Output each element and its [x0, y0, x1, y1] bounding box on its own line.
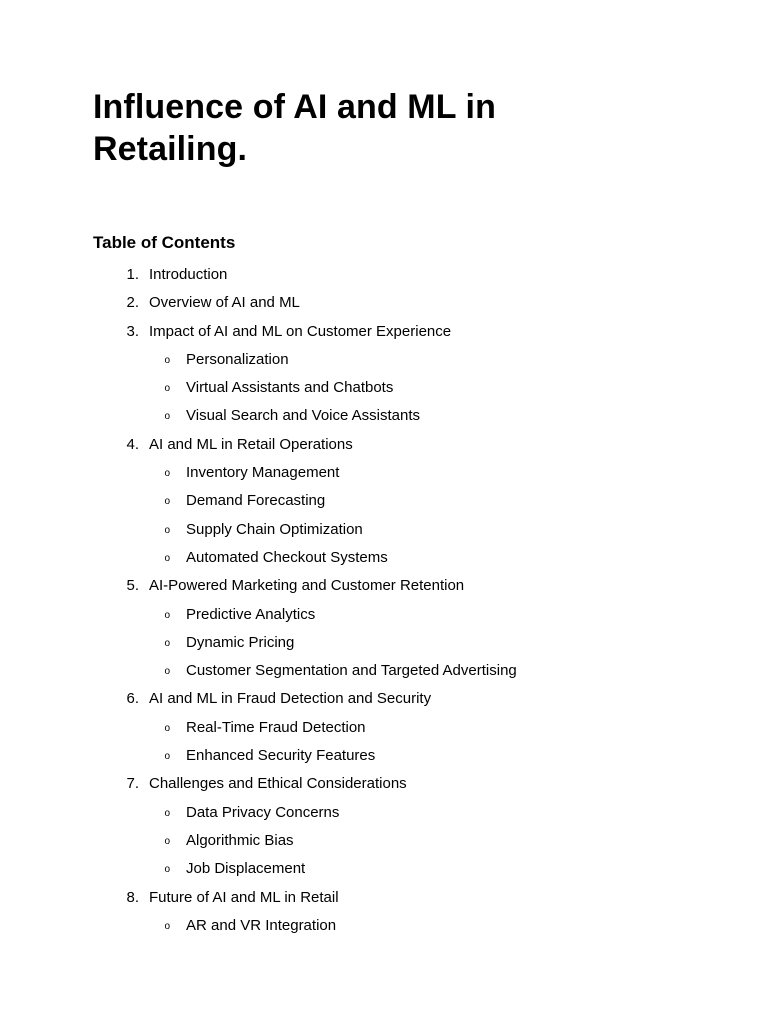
toc-item [93, 431, 693, 459]
toc-item-number [93, 685, 139, 713]
toc-item-number [93, 431, 139, 459]
toc-item-number [93, 572, 139, 600]
toc-subitem-label: Personalization [186, 350, 289, 368]
toc-subitem-label: AR and VR Integration [186, 916, 337, 934]
circle-bullet-icon: o [164, 751, 170, 763]
toc-subitem-label: Data Privacy Concerns [186, 803, 340, 821]
toc-item-number-text: 5. [126, 577, 139, 595]
toc-subitem-label: Inventory Management [186, 464, 340, 482]
toc-subitem [93, 402, 693, 430]
circle-bullet-icon: o [164, 609, 170, 621]
toc-subitem [93, 855, 693, 883]
toc-subitem [93, 516, 693, 544]
toc-subitem [93, 714, 693, 742]
circle-bullet-icon: o [164, 496, 170, 508]
toc-item-number-text: 8. [126, 888, 139, 906]
toc-subitem-label: Enhanced Security Features [186, 747, 376, 765]
toc-heading: Table of Contents [93, 233, 236, 252]
circle-bullet-icon: o [164, 383, 170, 395]
circle-bullet-icon: o [164, 354, 170, 366]
toc-item [93, 685, 693, 713]
toc-subitem [93, 601, 693, 629]
toc-item-label: AI and ML in Retail Operations [149, 435, 353, 453]
toc-subitem-label: Automated Checkout Systems [186, 548, 388, 566]
document-title [93, 86, 693, 170]
toc-item-number-text: 4. [126, 435, 139, 453]
toc-item-number-text: 3. [126, 322, 139, 340]
toc-subitem [93, 487, 693, 515]
toc-item-label: Future of AI and ML in Retail [149, 888, 339, 906]
toc-item [93, 770, 693, 798]
toc-subitem-label: Virtual Assistants and Chatbots [186, 379, 394, 397]
toc-subitem [93, 799, 693, 827]
toc-subitem-label: Customer Segmentation and Targeted Advertising [186, 662, 517, 680]
toc-item-number-text: 2. [126, 294, 139, 312]
document-title-line-2: Retailing. [93, 130, 248, 168]
toc-subitem-label: Dynamic Pricing [186, 633, 295, 651]
document-title-line-1: Influence of AI and ML in [93, 88, 496, 126]
toc-item-label: Introduction [149, 266, 228, 283]
toc-item [93, 318, 693, 346]
toc-item-number [93, 318, 139, 346]
toc-subitem-label: Visual Search and Voice Assistants [186, 407, 421, 425]
toc-item-label: Impact of AI and ML on Customer Experience [149, 322, 452, 340]
toc-item [93, 289, 693, 317]
toc-subitem [93, 374, 693, 402]
toc-subitem [93, 346, 693, 374]
toc-subitem [93, 629, 693, 657]
toc-item-number-text: 6. [126, 690, 139, 708]
toc-item-number-text: 1. [126, 266, 139, 283]
table-of-contents [93, 261, 693, 940]
circle-bullet-icon: o [164, 920, 170, 932]
toc-subitem-label: Algorithmic Bias [186, 831, 294, 849]
circle-bullet-icon: o [164, 411, 170, 423]
toc-item-number [93, 261, 139, 289]
toc-subitem-label: Real-Time Fraud Detection [186, 718, 366, 736]
circle-bullet-icon: o [164, 524, 170, 536]
circle-bullet-icon: o [164, 666, 170, 678]
circle-bullet-icon: o [164, 637, 170, 649]
circle-bullet-icon: o [164, 807, 170, 819]
toc-item-label: Overview of AI and ML [149, 294, 300, 312]
toc-subitem [93, 827, 693, 855]
toc-subitem [93, 459, 693, 487]
circle-bullet-icon: o [164, 835, 170, 847]
toc-subitem [93, 657, 693, 685]
toc-subitem-label: Demand Forecasting [186, 492, 326, 510]
toc-item-label: AI-Powered Marketing and Customer Retention [149, 577, 465, 595]
document-page [93, 86, 693, 934]
toc-subitem-label: Supply Chain Optimization [186, 520, 363, 538]
toc-item [93, 572, 693, 600]
toc-item-number [93, 884, 139, 912]
circle-bullet-icon: o [164, 864, 170, 876]
toc-item-number [93, 289, 139, 317]
toc-subitem [93, 742, 693, 770]
toc-item-number-text: 7. [126, 775, 139, 793]
toc-item-label: AI and ML in Fraud Detection and Security [149, 690, 432, 708]
toc-item [93, 261, 693, 289]
toc-subitem-label: Predictive Analytics [186, 605, 316, 623]
circle-bullet-icon: o [164, 722, 170, 734]
circle-bullet-icon: o [164, 468, 170, 480]
circle-bullet-icon: o [164, 552, 170, 564]
toc-subitem [93, 912, 693, 940]
toc-item-label: Challenges and Ethical Considerations [149, 775, 407, 793]
toc-item-number [93, 770, 139, 798]
toc-subitem [93, 544, 693, 572]
toc-subitem-label: Job Displacement [186, 860, 306, 878]
toc-item [93, 884, 693, 912]
